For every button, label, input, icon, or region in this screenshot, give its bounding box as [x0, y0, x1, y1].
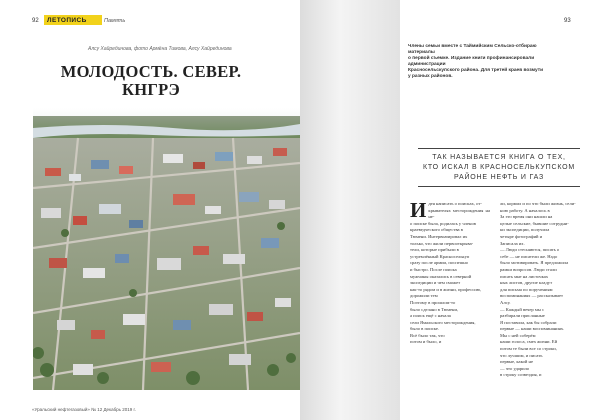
body-text-line: мужчины оказались в северной — [410, 273, 472, 279]
body-text-line: крывателях месторождения на не- — [428, 207, 490, 220]
body-text-line: наши голоса, смех жизни. Ей — [500, 339, 558, 345]
body-text-line: воспоминаниях — рассказывает — [500, 293, 564, 299]
subhead-top-rule — [418, 148, 580, 149]
body-text-line: Алсу. — [500, 299, 511, 305]
body-text-line: ки экспедиции, получила — [500, 227, 550, 233]
body-text-line: Всё было так, что — [410, 332, 445, 338]
left-page-number: 92 — [32, 18, 39, 24]
body-text-line: ных листов, другие кладут — [500, 280, 553, 286]
body-text-line: было мотивировать. Я предложила — [500, 260, 569, 266]
body-text-line: Записала их. — [500, 240, 525, 246]
magazine-footer: «Уральский нефтегазовый» № 12 Декабрь 2019 г. — [32, 407, 136, 412]
body-text-line: потом и было, и — [410, 339, 442, 345]
body-text-line: Я поставила, как бы собрали — [500, 319, 557, 325]
body-text-line: Тюмени. Интервьюировал их — [410, 233, 468, 239]
body-text-line: ли, кормил и по что были жизнь, сели- — [500, 201, 576, 206]
body-text-line: краеведческого общества в — [410, 227, 463, 233]
body-text-line: о поиске была, родилась у членов — [410, 220, 476, 226]
body-text-line: сразу после армии, поспешно — [410, 260, 469, 266]
body-text-line: тели, которые прибыли в — [410, 247, 459, 253]
body-text-line: в строку созвездия, и — [500, 372, 542, 378]
right-page — [400, 0, 600, 420]
subheading-line: ТАК НАЗЫВАЕТСЯ КНИГА О ТЕХ, — [432, 154, 566, 161]
body-text-line: целые сельские, бывшие сотрудни- — [500, 220, 569, 226]
body-text-line: что лучшим, и писать — [500, 352, 543, 358]
page-gutter — [300, 0, 400, 420]
body-text-line: а поиск ещё с начала — [410, 313, 451, 319]
body-text-line: четыре фотографий и — [500, 233, 543, 239]
article-subheading — [418, 153, 580, 183]
body-text-line: — что ударило — [500, 365, 530, 371]
body-text-line: Мы с ней соберём — [500, 332, 536, 338]
body-text-line: Поэтому в прошлом-то — [410, 299, 456, 305]
body-text-line: только, что жили первооткрыва- — [410, 240, 474, 246]
aerial-settlement-photo — [33, 108, 300, 390]
body-text-line: разбирали присланные — [500, 313, 545, 319]
caption-line: Члены семьи вместе с Таймийским Сельско-отбираю материалы — [408, 44, 537, 55]
section-title: ЛЕТОПИСЬ — [47, 17, 87, 24]
subhead-bottom-rule — [418, 186, 580, 187]
subheading-line: РАЙОНЕ НЕФТЬ И ГАЗ — [454, 174, 544, 181]
caption-line: у разных районов. — [408, 74, 453, 79]
body-column-1 — [410, 198, 490, 346]
drop-cap: И — [410, 198, 427, 222]
body-text-line: — Люди стесняются, писать о — [500, 247, 560, 253]
subsection-title: Память — [104, 18, 126, 24]
body-text-line: рамки вопросов. Люди стали — [500, 266, 557, 272]
body-text-line: дорожили тем — [410, 293, 438, 299]
photo-caption — [408, 44, 558, 80]
body-text-line: было сделано в Тюмени, — [410, 306, 459, 312]
body-text-line: экспедиции и чем сможет — [410, 280, 461, 286]
body-text-line: было в поиске. — [410, 326, 440, 332]
article-title-line-2: КНГРЭ — [121, 80, 181, 99]
caption-line: о первой съемке. Издание книги профинансировали администрации — [408, 56, 535, 67]
body-text-line: устремлённый Красноселькуп — [410, 253, 470, 259]
body-text-line: как-то рядом и в жизни, профессию, — [410, 286, 482, 292]
right-page-number: 93 — [564, 18, 571, 24]
body-text-line: потом те были все со строки, — [500, 346, 557, 352]
body-text-line: для письма по поручениям — [500, 286, 553, 292]
subheading-line: КТО ИСКАЛ В КРАСНОСЕЛЬКУПСКОМ — [423, 164, 575, 171]
photo-credit: Алсу Хайрединова, фото Армёна Тимова, Алсу Хайрединова — [88, 46, 232, 52]
article-title — [56, 63, 246, 99]
body-text-line: и быстро. После поиска — [410, 266, 457, 272]
body-text-line: — Каждый вечер мы с — [500, 306, 545, 312]
body-column-2 — [500, 201, 586, 379]
body-text-line: ною работу. А началось в — [500, 207, 550, 213]
body-text-line: дея написать о поисках, от- — [428, 201, 482, 206]
body-text-line: За это время они нашли на — [500, 214, 553, 220]
body-text-line: первые, какой не — [500, 359, 533, 365]
caption-line: Красносельскупского района. Для третей краев возмути — [408, 68, 544, 73]
article-title-line-1: МОЛОДОСТЬ. СЕВЕР. — [60, 62, 242, 81]
body-text-line: первые — наши воспоминаниях. — [500, 326, 565, 332]
body-text-line: писать мне на листочках — [500, 273, 549, 279]
body-text-line: себе — не писатели же. Надо — [500, 253, 558, 259]
body-text-line: сели Ямальского месторождения, — [410, 319, 476, 325]
